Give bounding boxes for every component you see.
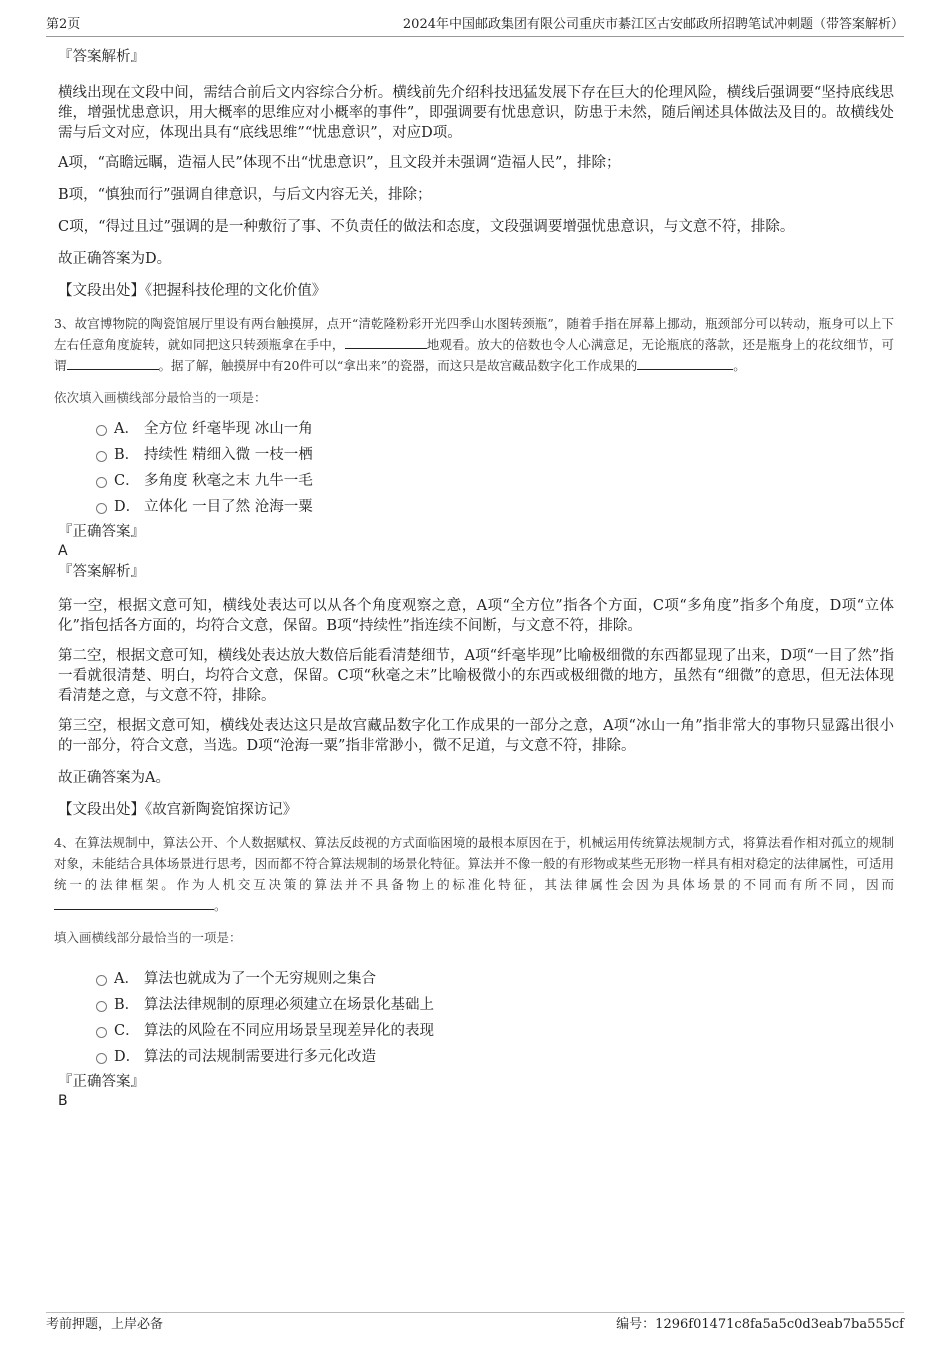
option-a[interactable]: A． 算法也就成为了一个无穷规则之集合 xyxy=(96,966,894,992)
page-number: 第2页 xyxy=(46,17,81,32)
correct-answer-label: 『正确答案』 xyxy=(58,1074,145,1090)
radio-icon[interactable] xyxy=(96,503,107,514)
analysis-paragraph: 第一空，根据文意可知，横线处表达可以从各个角度观察之意，A项“全方位”指各个方面，C项“多角度”指多个角度，D项“立体化”指包括各方面的，均符合文意，保留。B项“持续性”指连续不间断，与文意不符，排除。 xyxy=(58,598,894,634)
conclusion: 故正确答案为D。 xyxy=(58,251,172,267)
question-3-options xyxy=(96,416,894,520)
footer-slogan: 考前押题，上岸必备 xyxy=(46,1317,164,1332)
radio-icon[interactable] xyxy=(96,425,107,436)
option-a[interactable]: A． 全方位 纤毫毕现 冰山一角 xyxy=(96,416,894,442)
blank-3 xyxy=(637,357,733,370)
radio-icon[interactable] xyxy=(96,477,107,488)
question-4-options xyxy=(96,966,894,1070)
option-d[interactable]: D． 立体化 一目了然 沧海一粟 xyxy=(96,494,894,520)
correct-answer-label: 『正确答案』 xyxy=(58,524,145,540)
analysis-paragraph: 第二空，根据文意可知，横线处表达放大数倍后能看清楚细节，A项“纤毫毕现”比喻极细微的东西都显现了出来，D项“一目了然”指一看就很清楚、明白，均符合文意，保留。C项“秋毫之末”比喻极微小的东西或极细微的地方，虽然有“细微”的意思，但无法体现看清楚之意，与文意不符，排除。 xyxy=(58,648,894,704)
question-4-prompt: 填入画横线部分最恰当的一项是： xyxy=(54,930,242,945)
correct-answer: B xyxy=(58,1093,68,1109)
radio-icon[interactable] xyxy=(96,1001,107,1012)
option-b[interactable]: B． 持续性 精细入微 一枝一栖 xyxy=(96,442,894,468)
question-4-stem: 4、在算法规制中，算法公开、个人数据赋权、算法反歧视的方式面临困境的最根本原因在于，机械运用传统算法规制方式，将算法看作相对孤立的规制对象，未能结合具体场景进行思考，因而都不符合算法规制的场景化特征。算法并不像一般的有形物或某些无形物一样具有相对稳定的法律属性，可适用统一的法律框架。作为人机交互决策的算法并不具备物上的标准化特征，其法律属性会因为具体场景的不同而有所不同，因而。 xyxy=(54,835,894,913)
option-d[interactable]: D． 算法的司法规制需要进行多元化改造 xyxy=(96,1044,894,1070)
document-title: 2024年中国邮政集团有限公司重庆市綦江区古安邮政所招聘笔试冲刺题（带答案解析） xyxy=(402,17,904,32)
page-footer xyxy=(46,1312,904,1332)
radio-icon[interactable] xyxy=(96,1053,107,1064)
question-3-stem: 3、故宫博物院的陶瓷馆展厅里设有两台触摸屏，点开“清乾隆粉彩开光四季山水图转颈瓶”，随着手指在屏幕上挪动，瓶颈部分可以转动，瓶身可以上下左右任意角度旋转，就如同把这只转颈瓶拿在手中， 地观看。放大的倍数也令人心满意足，无论瓶底的落款，还是瓶身上的花纹细节，可谓 。据了解，触摸屏中有20件可以“拿出来”的瓷器，而这只是故宫藏品数字化工作成果的 。 xyxy=(54,316,894,373)
blank-2 xyxy=(67,357,159,370)
question-3-prompt: 依次填入画横线部分最恰当的一项是： xyxy=(54,390,267,405)
analysis-option-c: C项，“得过且过”强调的是一种敷衍了事、不负责任的做法和态度，文段强调要增强忧患意识，与文意不符，排除。 xyxy=(58,219,795,235)
option-b[interactable]: B． 算法法律规制的原理必须建立在场景化基础上 xyxy=(96,992,894,1018)
radio-icon[interactable] xyxy=(96,1027,107,1038)
document-content xyxy=(54,45,894,1110)
page-header xyxy=(46,14,904,37)
analysis-paragraph: 横线出现在文段中间，需结合前后文内容综合分析。横线前先介绍科技迅猛发展下存在巨大的伦理风险，横线后强调要“坚持底线思维，增强忧患意识，用大概率的思维应对小概率的事件”，即强调要有忧患意识，防患于未然，随后阐述具体做法及目的。故横线处需与后文对应，体现出具有“底线思维”“忧患意识”，对应D项。 xyxy=(58,85,894,141)
analysis-label: 『答案解析』 xyxy=(58,564,145,580)
correct-answer: A xyxy=(58,543,68,559)
analysis-option-b: B项，“慎独而行”强调自律意识，与后文内容无关，排除； xyxy=(58,187,432,203)
text-source: 【文段出处】《故宫新陶瓷馆探访记》 xyxy=(58,802,298,818)
blank-1 xyxy=(345,336,427,349)
analysis-option-a: A项，“高瞻远瞩，造福人民”体现不出“忧患意识”，且文段并未强调“造福人民”，排除； xyxy=(58,155,621,171)
text-source: 【文段出处】《把握科技伦理的文化价值》 xyxy=(58,283,327,299)
option-c[interactable]: C． 算法的风险在不同应用场景呈现差异化的表现 xyxy=(96,1018,894,1044)
radio-icon[interactable] xyxy=(96,451,107,462)
conclusion: 故正确答案为A。 xyxy=(58,770,170,786)
option-c[interactable]: C． 多角度 秋毫之末 九牛一毛 xyxy=(96,468,894,494)
analysis-paragraph: 第三空，根据文意可知，横线处表达这只是故宫藏品数字化工作成果的一部分之意，A项“冰山一角”指非常大的事物只显露出很小的一部分，符合文意，当选。D项“沧海一粟”指非常渺小，微不足道，与文意不符，排除。 xyxy=(58,718,894,754)
blank-1 xyxy=(54,897,214,910)
radio-icon[interactable] xyxy=(96,975,107,986)
analysis-label: 『答案解析』 xyxy=(58,49,145,65)
document-id: 编号：1296f01471c8fa5a5c0d3eab7ba555cf xyxy=(616,1317,904,1332)
